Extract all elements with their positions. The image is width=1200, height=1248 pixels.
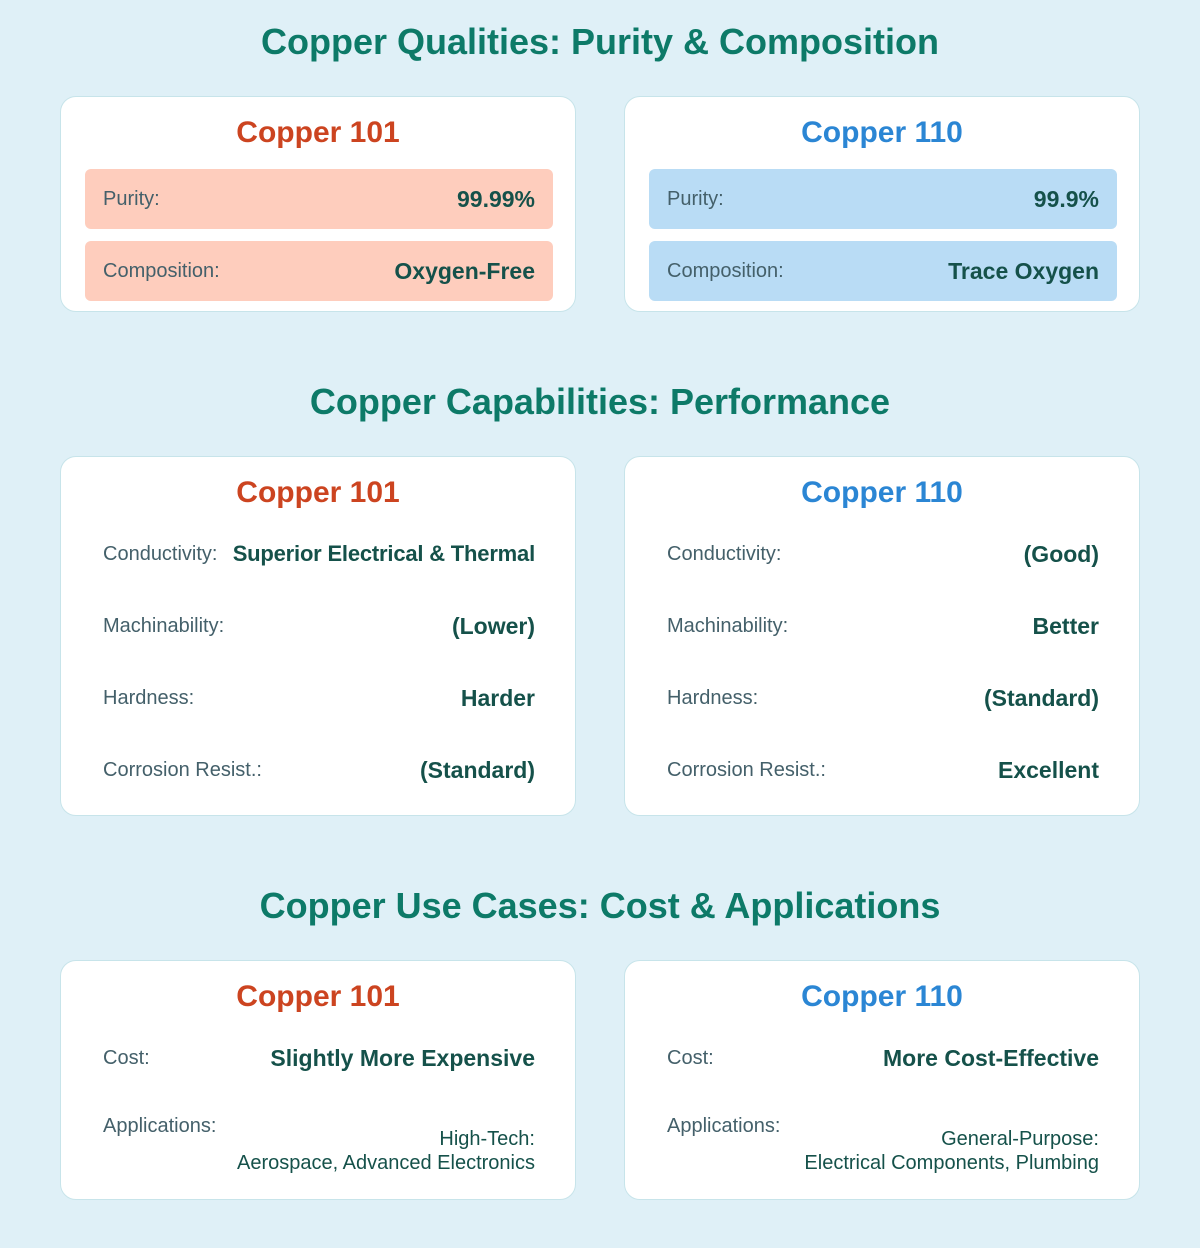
- composition-label: Composition:: [667, 259, 784, 282]
- cost-label: Cost:: [667, 1046, 714, 1069]
- card-title: Copper 110: [801, 476, 963, 509]
- applications-line-2: Electrical Components, Plumbing: [804, 1152, 1099, 1174]
- machinability-value: (Lower): [451, 612, 535, 639]
- applications-line-1: High-Tech:: [439, 1128, 535, 1150]
- hardness-label: Hardness:: [667, 686, 759, 709]
- cost-value: Slightly More Expensive: [270, 1044, 535, 1071]
- card-title: Copper 101: [236, 476, 400, 509]
- hardness-row: [85, 668, 553, 728]
- applications-value: [804, 1127, 1099, 1175]
- applications-line-1: General-Purpose:: [941, 1128, 1099, 1150]
- applications-value: [237, 1127, 535, 1175]
- applications-row: [649, 1115, 1117, 1175]
- card-title: Copper 101: [236, 980, 400, 1013]
- conductivity-value: (Good): [1023, 540, 1099, 567]
- cost-value: More Cost-Effective: [883, 1044, 1099, 1071]
- cost-row: [85, 1028, 553, 1088]
- purity-value: 99.9%: [1033, 185, 1099, 212]
- corrosion-value: (Standard): [420, 756, 535, 783]
- conductivity-row: [85, 524, 553, 584]
- section-title-capabilities: Copper Capabilities: Performance: [309, 381, 891, 422]
- machinability-row: [85, 596, 553, 656]
- applications-label: Applications:: [103, 1115, 217, 1137]
- corrosion-label: Corrosion Resist.:: [667, 758, 826, 781]
- machinability-label: Machinability:: [667, 614, 789, 637]
- card-capabilities-copper-110: [624, 456, 1140, 816]
- composition-value: Trace Oxygen: [948, 257, 1099, 284]
- corrosion-row: [649, 740, 1117, 800]
- card-capabilities-copper-101: [60, 456, 576, 816]
- machinability-row: [649, 596, 1117, 656]
- card-title: Copper 110: [801, 980, 963, 1013]
- composition-label: Composition:: [103, 259, 220, 282]
- purity-label: Purity:: [103, 187, 160, 210]
- applications-line-2: Aerospace, Advanced Electronics: [237, 1152, 535, 1174]
- purity-row: [85, 169, 553, 229]
- section-title-qualities: Copper Qualities: Purity & Composition: [260, 21, 940, 62]
- composition-row: [85, 241, 553, 301]
- hardness-label: Hardness:: [103, 686, 195, 709]
- conductivity-label: Conductivity:: [667, 542, 782, 565]
- purity-label: Purity:: [667, 187, 724, 210]
- corrosion-label: Corrosion Resist.:: [103, 758, 262, 781]
- card-title: Copper 101: [236, 116, 400, 149]
- conductivity-value: Superior Electrical & Thermal: [232, 541, 535, 566]
- machinability-value: Better: [1032, 612, 1099, 639]
- cost-label: Cost:: [103, 1046, 150, 1069]
- machinability-label: Machinability:: [103, 614, 225, 637]
- purity-value: 99.99%: [456, 185, 535, 212]
- hardness-row: [649, 668, 1117, 728]
- section-title-use-cases: Copper Use Cases: Cost & Applications: [259, 885, 941, 926]
- card-use-cases-copper-101: [60, 960, 576, 1200]
- hardness-value: Harder: [460, 684, 535, 711]
- card-use-cases-copper-110: [624, 960, 1140, 1200]
- card-title: Copper 110: [801, 116, 963, 149]
- card-qualities-copper-101: [60, 96, 576, 312]
- conductivity-label: Conductivity:: [103, 542, 218, 565]
- corrosion-value: Excellent: [998, 756, 1099, 783]
- purity-row: [649, 169, 1117, 229]
- conductivity-row: [649, 524, 1117, 584]
- composition-value: Oxygen-Free: [394, 257, 535, 284]
- applications-row: [85, 1115, 553, 1175]
- corrosion-row: [85, 740, 553, 800]
- applications-label: Applications:: [667, 1115, 781, 1137]
- hardness-value: (Standard): [984, 684, 1099, 711]
- cost-row: [649, 1028, 1117, 1088]
- composition-row: [649, 241, 1117, 301]
- card-qualities-copper-110: [624, 96, 1140, 312]
